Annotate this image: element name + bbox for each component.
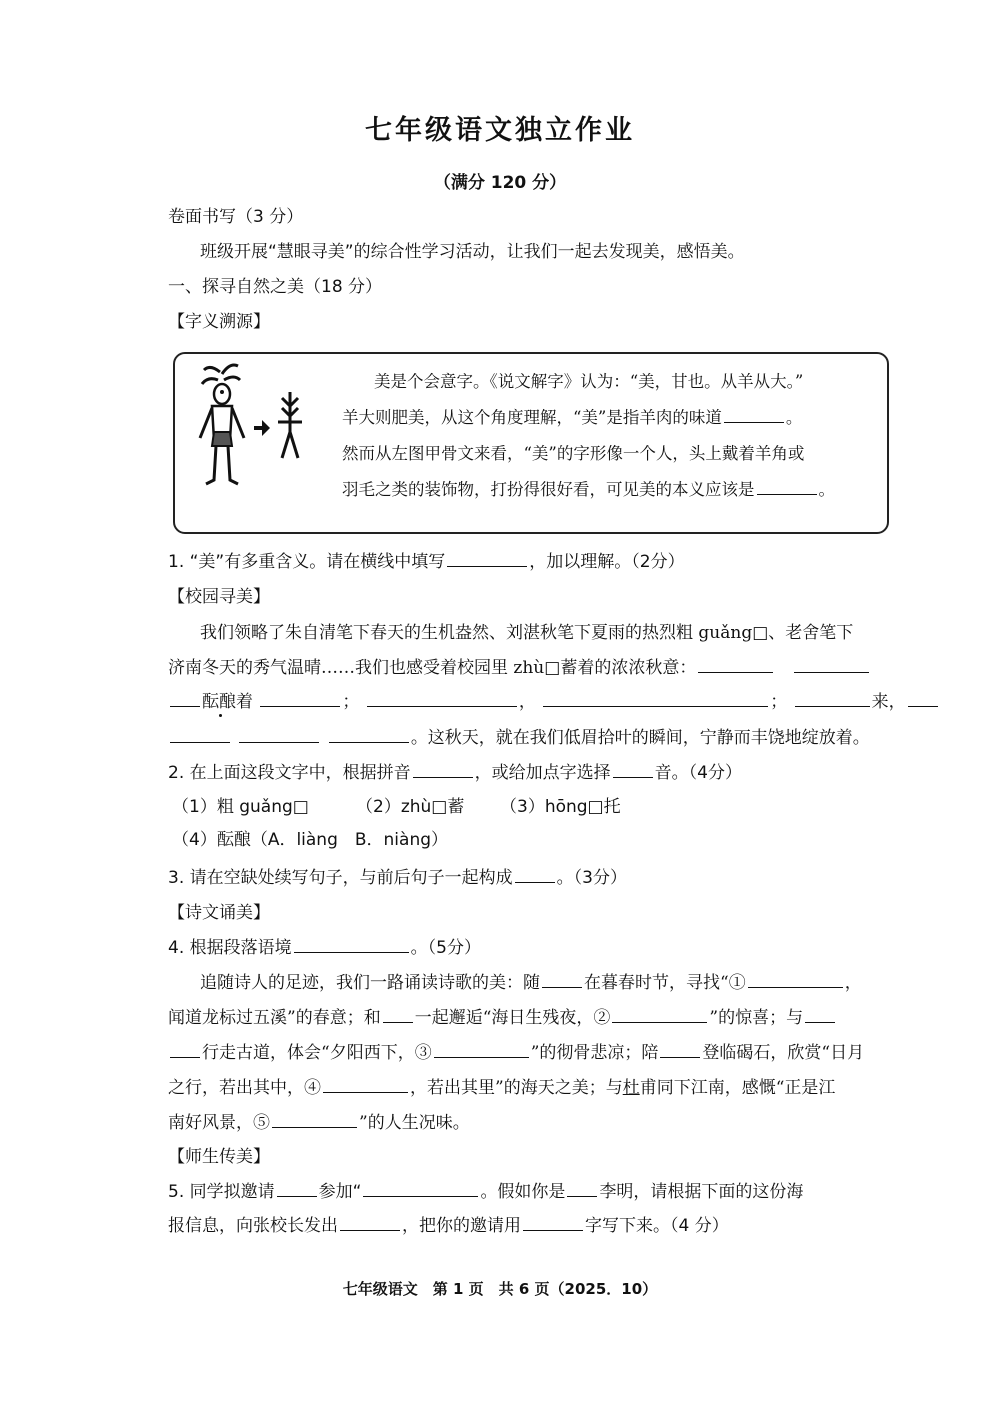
campus-paragraph-1: 我们领略了朱自清笔下春天的生机盎然、刘湛秋笔下夏雨的热烈粗 guǎng□、老舍笔下: [200, 623, 854, 643]
text: ，: [844, 973, 862, 993]
q5-text-c: 。假如你是: [480, 1182, 566, 1202]
separator: ，: [518, 692, 536, 712]
answer-blank-3[interactable]: [434, 1041, 529, 1058]
q1-text-b: ，加以理解。（2分）: [529, 552, 685, 572]
q2-option-3: （3）hōng□托: [500, 797, 621, 817]
answer-blank[interactable]: [515, 866, 555, 883]
origin-line-3: 然而从左图甲骨文来看，“美”的字形像一个人，头上戴着羊角或: [342, 444, 805, 463]
answer-blank[interactable]: [794, 656, 869, 673]
separator: ；: [770, 692, 788, 712]
text: 在暮春时节，寻找“①: [584, 973, 746, 993]
text: ”的惊喜；与: [709, 1008, 804, 1028]
full-score: （满分 120 分）: [433, 173, 567, 193]
origin-label: 【字义溯源】: [168, 312, 270, 332]
answer-blank[interactable]: [260, 690, 340, 707]
question-2: [168, 761, 742, 785]
q2-text-b: ，或给加点字选择: [474, 763, 611, 783]
q2-text-c: 音。（4分）: [654, 763, 742, 783]
origin-line-4-end: 。: [818, 480, 835, 499]
campus-label: 【校园寻美】: [168, 587, 270, 607]
answer-blank[interactable]: [413, 761, 473, 778]
q4-text-b: 。（5分）: [410, 938, 481, 958]
poetry-label: 【诗文诵美】: [168, 903, 270, 923]
text: 行走古道，体会“夕阳西下，③: [202, 1043, 432, 1063]
q3-text-a: 3. 请在空缺处续写句子，与前后句子一起构成: [168, 868, 513, 888]
question-4: [168, 936, 481, 960]
text: ”的彻骨悲凉；陪: [530, 1043, 659, 1063]
q2-option-1: （1）粗 guǎng□: [172, 797, 309, 817]
answer-blank[interactable]: [277, 1180, 317, 1197]
text: 登临碣石，欣赏“日月: [702, 1043, 865, 1063]
page-footer: 七年级语文 第 1 页 共 6 页（2025．10）: [342, 1280, 658, 1298]
answer-blank[interactable]: [698, 656, 773, 673]
answer-blank[interactable]: [908, 690, 938, 707]
answer-blank[interactable]: [170, 690, 200, 707]
answer-blank[interactable]: [543, 690, 768, 707]
page-title: 七年级语文独立作业: [365, 115, 635, 146]
poetry-line-1: [200, 971, 862, 995]
text: 追随诗人的足迹，我们一路诵读诗歌的美：随: [200, 973, 540, 993]
q5-text-g: 字写下来。（4 分）: [585, 1216, 729, 1236]
q2-option-4: （4）酝酿（A．liàng B．niàng）: [172, 830, 449, 850]
question-3: [168, 866, 627, 890]
campus-paragraph-3: [168, 690, 940, 714]
answer-blank[interactable]: [724, 406, 784, 423]
answer-blank[interactable]: [795, 690, 870, 707]
answer-blank[interactable]: [447, 550, 527, 567]
origin-line-4-text: 羽毛之类的装饰物，打扮得很好看，可见美的本义应该是: [342, 480, 755, 499]
answer-blank-2[interactable]: [612, 1006, 707, 1023]
origin-line-1: 美是个会意字。《说文解字》认为：“美，甘也。从羊从大。”: [374, 372, 804, 391]
answer-blank[interactable]: [329, 726, 409, 743]
answer-blank[interactable]: [542, 971, 582, 988]
underlined-name: 杜: [622, 1078, 640, 1098]
campus-paragraph-4: [168, 726, 870, 750]
q2-option-2: （2）zhù□蓄: [356, 797, 465, 817]
text: 甫同下江南，感慨“正是江: [639, 1078, 836, 1098]
question-1: [168, 550, 685, 574]
campus-p3-end: 来，: [871, 692, 906, 712]
q3-text-b: 。（3分）: [556, 868, 627, 888]
answer-blank[interactable]: [363, 1180, 478, 1197]
campus-p2-text: 济南冬天的秀气温晴……我们也感受着校园里 zhù□蓄着的浓浓秋意：: [168, 658, 697, 678]
text: ，若出其里”的海天之美；与: [410, 1078, 623, 1098]
separator: ；: [342, 692, 360, 712]
text: 闻道龙标过五溪”的春意；和: [168, 1008, 381, 1028]
q5-text-b: 参加“: [318, 1182, 362, 1202]
poetry-line-4: [168, 1076, 835, 1100]
answer-blank-5[interactable]: [272, 1111, 357, 1128]
origin-line-2-end: 。: [785, 408, 803, 427]
question-5-line-2: [168, 1214, 729, 1238]
campus-p4-end: 。这秋天，就在我们低眉拾叶的瞬间，宁静而丰饶地绽放着。: [410, 728, 870, 748]
answer-blank[interactable]: [567, 1180, 597, 1197]
origin-line-4: [342, 478, 835, 502]
origin-line-2-text: 羊大则肥美，从这个角度理解，“美”是指羊肉的味道: [342, 408, 722, 427]
poetry-line-3: [168, 1041, 864, 1065]
text: 之行，若出其中，④: [168, 1078, 321, 1098]
campus-p3-after: 着: [236, 692, 253, 712]
answer-blank[interactable]: [613, 761, 653, 778]
answer-blank[interactable]: [340, 1214, 400, 1231]
answer-blank[interactable]: [170, 1041, 200, 1058]
answer-blank[interactable]: [805, 1006, 835, 1023]
answer-blank[interactable]: [383, 1006, 413, 1023]
q2-text-a: 2. 在上面这段文字中，根据拼音: [168, 763, 411, 783]
q5-text-e: 报信息，向张校长发出: [168, 1216, 338, 1236]
text: ”的人生况味。: [359, 1113, 470, 1133]
q5-text-a: 5. 同学拟邀请: [168, 1182, 275, 1202]
poetry-line-5: [168, 1111, 470, 1135]
origin-line-2: [342, 406, 802, 430]
q5-text-d: 李明，请根据下面的这份海: [599, 1182, 804, 1202]
question-5-line-1: [168, 1180, 803, 1204]
poetry-line-2: [168, 1006, 837, 1030]
answer-blank[interactable]: [367, 690, 517, 707]
dotted-word: 酝酿: [202, 692, 236, 712]
answer-blank[interactable]: [660, 1041, 700, 1058]
answer-blank[interactable]: [757, 478, 817, 495]
oracle-bone-figure-icon: [190, 362, 310, 492]
q1-text-a: 1. “美”有多重含义。请在横线中填写: [168, 552, 446, 572]
answer-blank-1[interactable]: [748, 971, 843, 988]
answer-blank[interactable]: [523, 1214, 583, 1231]
handwriting-score: 卷面书写（3 分）: [168, 207, 304, 227]
answer-blank-4[interactable]: [323, 1076, 408, 1093]
teacher-label: 【师生传美】: [168, 1147, 270, 1167]
answer-blank[interactable]: [294, 936, 409, 953]
intro-text: 班级开展“慧眼寻美”的综合性学习活动，让我们一起去发现美，感悟美。: [200, 242, 745, 262]
text: 南好风景，⑤: [168, 1113, 270, 1133]
answer-blank[interactable]: [239, 726, 319, 743]
q4-text-a: 4. 根据段落语境: [168, 938, 292, 958]
section1-heading: 一、探寻自然之美（18 分）: [168, 277, 383, 297]
answer-blank[interactable]: [170, 726, 230, 743]
q5-text-f: ，把你的邀请用: [402, 1216, 521, 1236]
campus-paragraph-2: [168, 656, 871, 680]
text: 一起邂逅“海日生残夜，②: [414, 1008, 611, 1028]
